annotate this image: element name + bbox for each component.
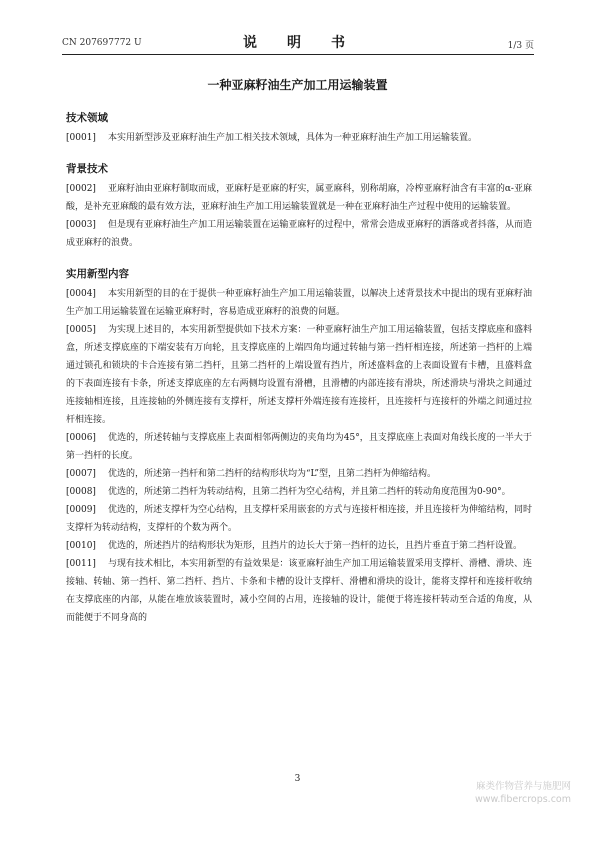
watermark-url: www.fibercrops.com bbox=[474, 794, 571, 805]
paragraph-text: 但是现有亚麻籽油生产加工用运输装置在运输亚麻籽的过程中，常常会造成亚麻籽的洒落或者抖落，从而造成亚麻籽的浪费。 bbox=[66, 220, 532, 248]
paragraph-number: [0004] bbox=[66, 289, 96, 299]
paragraph bbox=[66, 555, 532, 627]
paragraph-text: 亚麻籽油由亚麻籽制取而成，亚麻籽是亚麻的籽实，属亚麻科，别称胡麻，冷榨亚麻籽油含有丰富的α-亚麻酸，是补充亚麻酸的最有效方法，亚麻籽油生产加工用运输装置就是一种在亚麻籽油生产过程中使用的运输装置。 bbox=[66, 184, 532, 212]
watermark-title: 麻类作物营养与施肥网 bbox=[475, 781, 571, 792]
paragraph bbox=[66, 129, 532, 147]
paragraph-number: [0003] bbox=[66, 220, 96, 230]
section-heading-tech-field: 技术领域 bbox=[66, 112, 108, 124]
paragraph-text: 优选的，所述第一挡杆和第二挡杆的结构形状均为“L”型，且第二挡杆为伸缩结构。 bbox=[107, 469, 436, 479]
paragraph bbox=[66, 216, 532, 252]
paragraph-number: [0009] bbox=[66, 505, 96, 515]
paragraph-number: [0002] bbox=[66, 184, 96, 194]
paragraph-text: 为实现上述目的，本实用新型提供如下技术方案：一种亚麻籽油生产加工用运输装置，包括支撑底座和盛料盒，所述支撑底座的下端安装有万向轮，且支撑底座的上端四角均通过转轴与第一挡杆相连接，所述第一挡杆的上端通过锁孔和锁块的卡合连接有第二挡杆，且第二挡杆的上端设置有挡片，所述盛料盒的上表面设置有卡槽，且盛料盒的下表面连接有卡条，所述支撑底座的左右两侧均设置有滑槽，且滑槽的内部连接有滑块，所述滑块与滑块之间通过连接轴相连接，且连接轴的外侧连接有支撑杆，所述支撑杆外端连接有连接杆，且连接杆与连接杆的外端之间通过拉杆相连接。 bbox=[66, 325, 532, 425]
paragraph bbox=[66, 537, 532, 555]
doc-number: CN 207697772 U bbox=[62, 38, 142, 48]
page-number: 3 bbox=[294, 774, 301, 784]
paragraph bbox=[66, 180, 532, 216]
paragraph-text: 优选的，所述第二挡杆为转动结构，且第二挡杆为空心结构，并且第二挡杆的转动角度范围为0-90°。 bbox=[107, 487, 511, 497]
paragraph-text: 本实用新型涉及亚麻籽油生产加工相关技术领域，具体为一种亚麻籽油生产加工用运输装置。 bbox=[107, 133, 477, 143]
document-body bbox=[66, 110, 532, 627]
paragraph bbox=[66, 285, 532, 321]
section-heading-background: 背景技术 bbox=[66, 163, 108, 175]
paragraph bbox=[66, 465, 532, 483]
paragraph-text: 与现有技术相比，本实用新型的有益效果是：该亚麻籽油生产加工用运输装置采用支撑杆、滑槽、滑块、连接轴、转轴、第一挡杆、第二挡杆、挡片、卡条和卡槽的设计支撑杆、滑槽和滑块的设计，能将支撑杆和连接杆收纳在支撑底座的内部，从能在堆放该装置时，减小空间的占用，连接轴的设计，能便于将连接杆转动至合适的角度，从而能便于不同身高的 bbox=[66, 559, 532, 623]
paragraph bbox=[66, 321, 532, 429]
paragraph-number: [0005] bbox=[66, 325, 96, 335]
paragraph-text: 优选的，所述挡片的结构形状为矩形，且挡片的边长大于第一挡杆的边长，且挡片垂直于第二挡杆设置。 bbox=[107, 541, 522, 551]
paragraph bbox=[66, 501, 532, 537]
document-title: 一种亚麻籽油生产加工用运输装置 bbox=[207, 78, 388, 92]
paragraph bbox=[66, 429, 532, 465]
page-header bbox=[62, 32, 534, 52]
paragraph-text: 优选的，所述支撑杆为空心结构，且支撑杆采用嵌套的方式与连接杆相连接，并且连接杆为伸缩结构，同时支撑杆为转动结构，支撑杆的个数为两个。 bbox=[66, 505, 532, 533]
paragraph-text: 优选的，所述转轴与支撑底座上表面相邻两侧边的夹角均为45°，且支撑底座上表面对角线长度的一半大于第一挡杆的长度。 bbox=[66, 433, 532, 461]
paragraph-number: [0007] bbox=[66, 469, 96, 479]
paragraph-number: [0010] bbox=[66, 541, 96, 551]
doc-type: 说 明 书 bbox=[243, 35, 353, 51]
paragraph bbox=[66, 483, 532, 501]
paragraph-number: [0001] bbox=[66, 133, 96, 143]
section-heading-content: 实用新型内容 bbox=[66, 268, 129, 280]
header-divider bbox=[62, 54, 534, 55]
paragraph-number: [0008] bbox=[66, 487, 96, 497]
paragraph-number: [0006] bbox=[66, 433, 96, 443]
page-indicator: 1/3 页 bbox=[507, 41, 534, 51]
watermark bbox=[475, 780, 571, 806]
paragraph-number: [0011] bbox=[66, 559, 96, 569]
paragraph-text: 本实用新型的目的在于提供一种亚麻籽油生产加工用运输装置，以解决上述背景技术中提出的现有亚麻籽油生产加工用运输装置在运输亚麻籽时，容易造成亚麻籽的浪费的问题。 bbox=[66, 289, 532, 317]
